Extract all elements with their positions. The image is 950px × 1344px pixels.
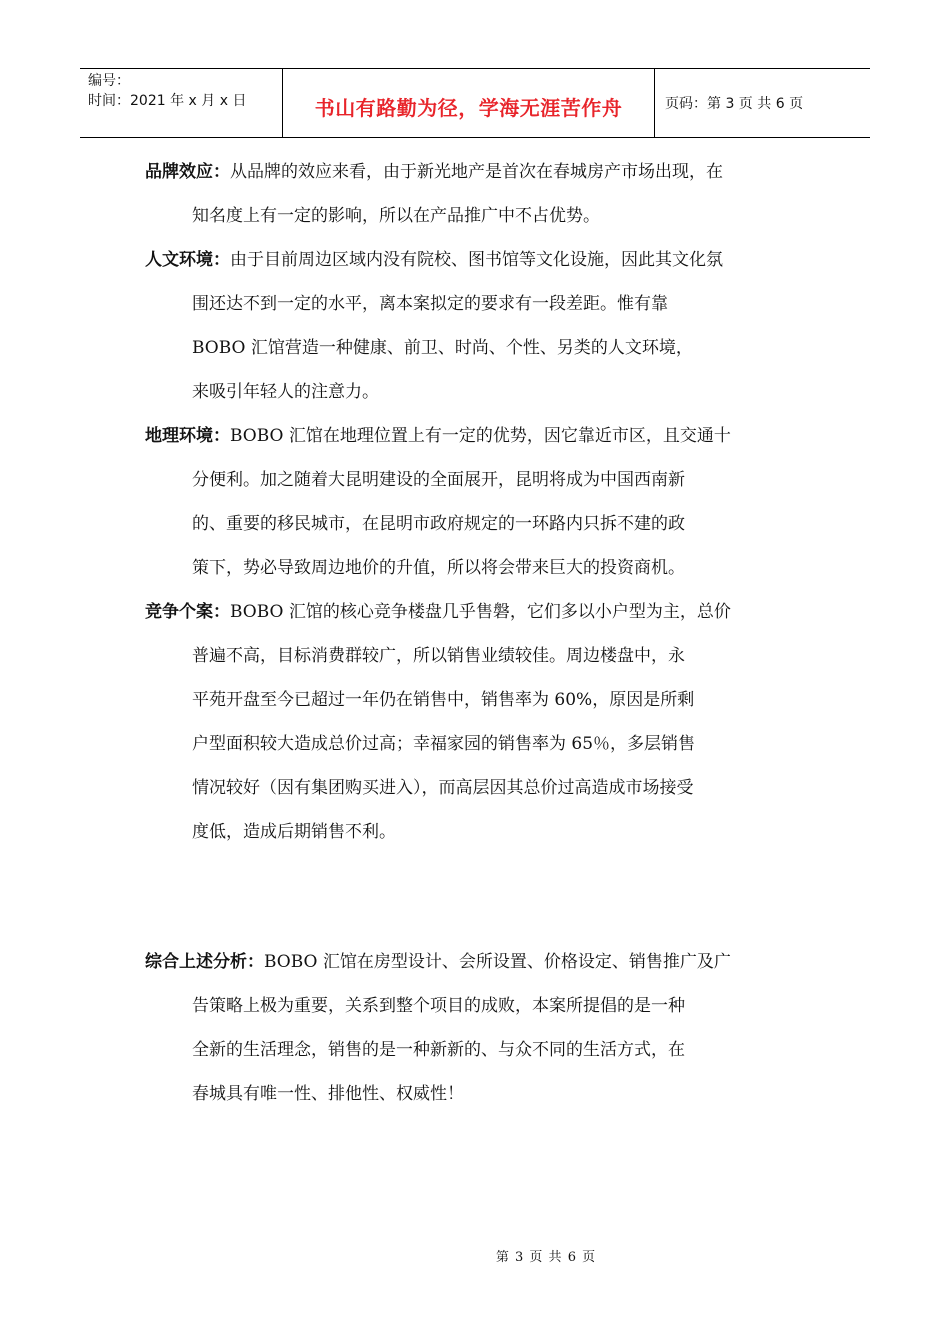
paragraph-geographic-environment — [145, 414, 805, 590]
document-number-label: 编号： — [88, 73, 130, 89]
paragraph-competitive-cases — [145, 590, 805, 854]
paragraph-first-line: BOBO 汇馆在地理位置上有一定的优势，因它靠近市区，且交通十 — [230, 426, 731, 446]
paragraph-line: 知名度上有一定的影响，所以在产品推广中不占优势。 — [192, 206, 600, 226]
paragraph-line: 情况较好（因有集团购买进入），而高层因其总价过高造成市场接受 — [192, 778, 694, 798]
paragraph-line: 的、重要的移民城市，在昆明市政府规定的一环路内只拆不建的政 — [192, 514, 685, 534]
header-motto-cell — [283, 69, 655, 137]
page-footer — [0, 1246, 950, 1265]
paragraph-first-line: 从品牌的效应来看，由于新光地产是首次在春城房产市场出现，在 — [230, 162, 723, 182]
paragraph-line: 春城具有唯一性、排他性、权威性！ — [192, 1084, 464, 1104]
document-body — [145, 150, 805, 1116]
paragraph-line: BOBO 汇馆营造一种健康、前卫、时尚、个性、另类的人文环境， — [192, 338, 693, 358]
paragraph-line: 全新的生活理念，销售的是一种新新的、与众不同的生活方式，在 — [192, 1040, 685, 1060]
paragraph-line: 分便利。加之随着大昆明建设的全面展开，昆明将成为中国西南新 — [192, 470, 685, 490]
header-left-cell — [80, 69, 283, 137]
paragraph-line: 户型面积较大造成总价过高；幸福家园的销售率为 65％，多层销售 — [192, 734, 696, 754]
paragraph-label: 地理环境： — [145, 426, 230, 446]
paragraph-line: 策下，势必导致周边地价的升值，所以将会带来巨大的投资商机。 — [192, 558, 685, 578]
paragraph-label: 品牌效应： — [145, 162, 230, 182]
paragraph-cultural-environment — [145, 238, 805, 414]
paragraph-line: 告策略上极为重要，关系到整个项目的成败，本案所提倡的是一种 — [192, 996, 685, 1016]
paragraph-first-line: 由于目前周边区域内没有院校、图书馆等文化设施，因此其文化氛 — [230, 250, 723, 270]
paragraph-summary-analysis — [145, 940, 805, 1116]
paragraph-label: 竞争个案： — [145, 602, 230, 622]
header-page-cell — [655, 69, 870, 137]
paragraph-spacer — [145, 854, 805, 940]
paragraph-line: 度低，造成后期销售不利。 — [192, 822, 396, 842]
paragraph-line: 来吸引年轻人的注意力。 — [192, 382, 379, 402]
paragraph-first-line: BOBO 汇馆在房型设计、会所设置、价格设定、销售推广及广 — [264, 952, 731, 972]
paragraph-label: 综合上述分析： — [145, 952, 264, 972]
paragraph-line: 平苑开盘至今已超过一年仍在销售中，销售率为 60%，原因是所剩 — [192, 690, 695, 710]
document-time-label: 时间：2021 年 x 月 x 日 — [88, 93, 247, 109]
paragraph-line: 围还达不到一定的水平，离本案拟定的要求有一段差距。惟有靠 — [192, 294, 668, 314]
paragraph-label: 人文环境： — [145, 250, 230, 270]
paragraph-first-line: BOBO 汇馆的核心竞争楼盘几乎售磐，它们多以小户型为主，总价 — [230, 602, 731, 622]
footer-page-number: 第 3 页 共 6 页 — [495, 1250, 597, 1265]
header-motto: 书山有路勤为径，学海无涯苦作舟 — [314, 95, 623, 120]
header-page-info: 页码：第 3 页 共 6 页 — [665, 96, 804, 112]
header-table — [80, 68, 870, 138]
paragraph-brand-effect — [145, 150, 805, 238]
paragraph-line: 普遍不高，目标消费群较广，所以销售业绩较佳。周边楼盘中，永 — [192, 646, 685, 666]
